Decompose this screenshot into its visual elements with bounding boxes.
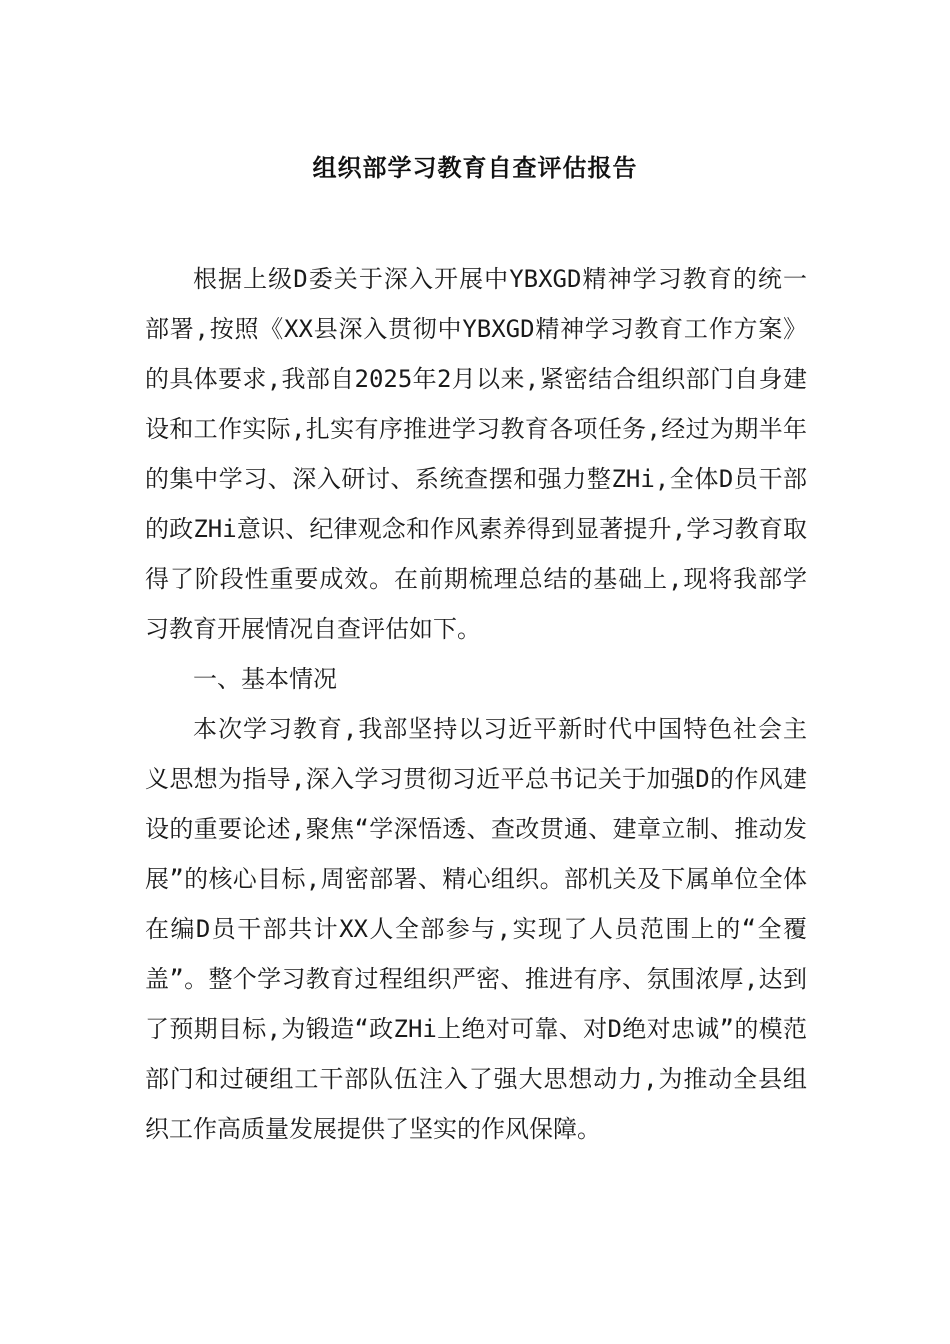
intro-paragraph: 根据上级D委关于深入开展中YBXGD精神学习教育的统一部署,按照《XX县深入贯彻中YBXGD精神学习教育工作方案》的具体要求,我部自2025年2月以来,紧密结合组织部门自身建设和工作实际,扎实有序推进学习教育各项任务,经过为期半年的集中学习、深入研讨、系统查摆和强力整ZHi,全体D员干部的政ZHi意识、纪律观念和作风素养得到显著提升,学习教育取得了阶段性重要成效。在前期梳理总结的基础上,现将我部学习教育开展情况自查评估如下。: [145, 265, 807, 643]
section-heading: 一、基本情况: [193, 665, 337, 693]
section-paragraph: 本次学习教育,我部坚持以习近平新时代中国特色社会主义思想为指导,深入学习贯彻习近平总书记关于加强D的作风建设的重要论述,聚焦“学深悟透、查改贯通、建章立制、推动发展”的核心目标,周密部署、精心组织。部机关及下属单位全体在编D员干部共计XX人全部参与,实现了人员范围上的“全覆盖”。整个学习教育过程组织严密、推进有序、氛围浓厚,达到了预期目标,为锻造“政ZHi上绝对可靠、对D绝对忠诚”的模范部门和过硬组工干部队伍注入了强大思想动力,为推动全县组织工作高质量发展提供了坚实的作风保障。: [145, 715, 807, 1143]
document-body: [145, 254, 807, 1154]
document-title: 组织部学习教育自查评估报告: [312, 154, 638, 182]
